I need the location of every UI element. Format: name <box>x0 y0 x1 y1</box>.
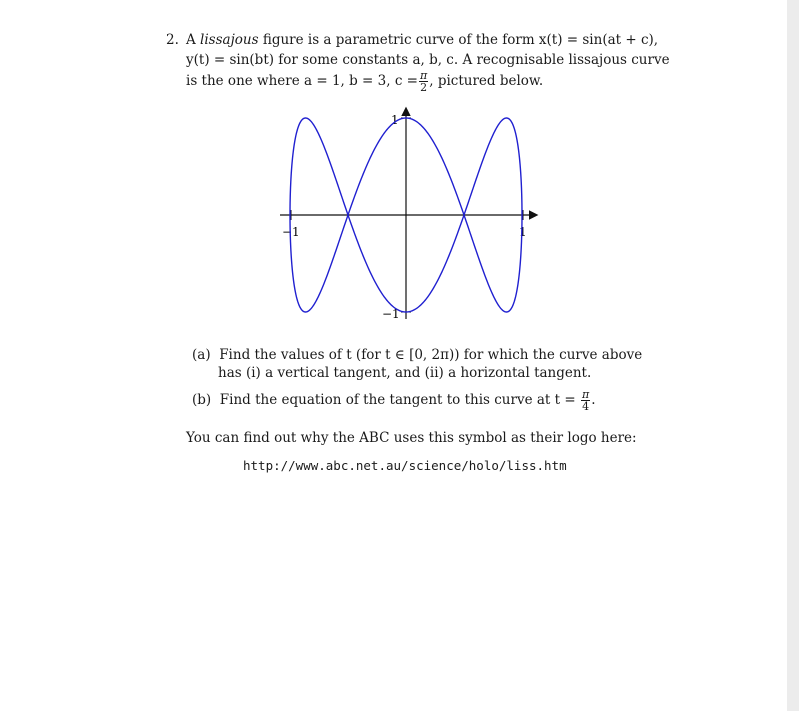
fraction-pi-over-2: $\frac{\pi}{2}$ <box>420 69 428 94</box>
problem-line-3: is the one where a = 1, b = 3, c = $\frac{\pi}{2}$ , pictured below. <box>186 69 544 94</box>
problem-line-1: A lissajous figure is a parametric curve of the form x(t) = sin(at + c), <box>186 32 659 48</box>
y-tick-label-pos: 1 <box>391 113 399 127</box>
footer-url[interactable]: http://www.abc.net.au/science/holo/liss.htm <box>243 458 567 473</box>
part-b: (b) Find the equation of the tangent to this curve at t = $\frac{\pi}{4}$ . <box>192 388 596 413</box>
x-tick-label-pos: 1 <box>519 225 527 239</box>
problem-number: 2. <box>166 32 179 48</box>
lissajous-plot <box>270 105 550 325</box>
problem-line-2: y(t) = sin(bt) for some constants a, b, c. A recognisable lissajous curve <box>186 52 670 68</box>
y-tick-label-neg: −1 <box>382 307 400 321</box>
part-a: (a) Find the values of t (for t ∈ [0, 2π)) for which the curve above <box>192 347 643 363</box>
lissajous-italic: lissajous <box>200 32 259 48</box>
scrollbar[interactable] <box>787 0 799 711</box>
fraction-pi-over-4: $\frac{\pi}{4}$ <box>581 388 590 413</box>
footer-text: You can find out why the ABC uses this symbol as their logo here: <box>186 430 637 446</box>
x-tick-label-neg: −1 <box>282 225 300 239</box>
part-a-line-2: has (i) a vertical tangent, and (ii) a horizontal tangent. <box>218 365 592 381</box>
